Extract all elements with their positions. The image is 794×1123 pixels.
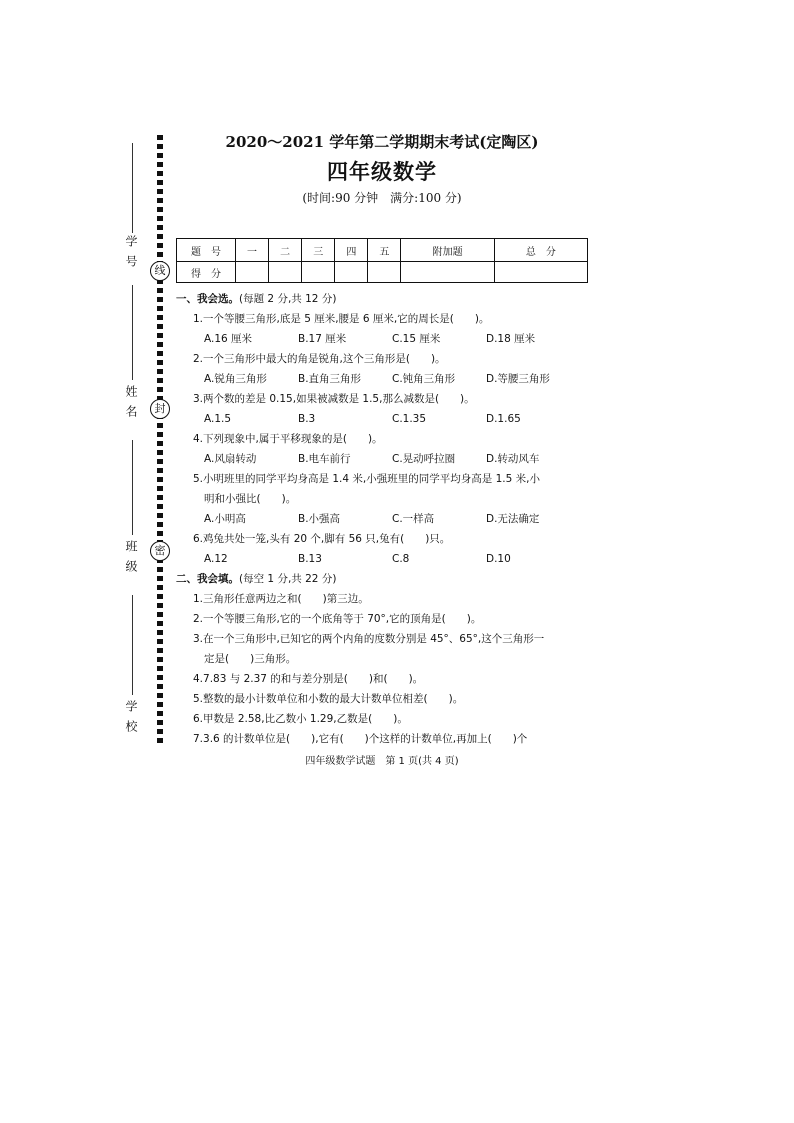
score-cell[interactable] — [494, 262, 587, 283]
option-2b[interactable]: B.直角三角形 — [298, 373, 362, 385]
option-3b[interactable]: B.3 — [298, 413, 316, 425]
score-cell[interactable] — [302, 262, 335, 283]
option-5d[interactable]: D.无法确定 — [486, 513, 540, 525]
page-footer: 四年级数学试题 第 1 页(共 4 页) — [305, 756, 459, 767]
field-line — [132, 595, 133, 695]
exam-title: 2020～2021 学年第二学期期末考试(定陶区) — [225, 133, 539, 151]
score-cell[interactable] — [236, 262, 269, 283]
score-row-label: 得 分 — [177, 262, 236, 283]
score-cell[interactable] — [368, 262, 401, 283]
option-6a[interactable]: A.12 — [204, 553, 228, 565]
option-6d[interactable]: D.10 — [486, 553, 511, 565]
score-table-header-row — [177, 239, 588, 262]
exam-subject: 四年级数学 — [327, 159, 437, 184]
score-header-cell: 一 — [236, 239, 269, 262]
score-table — [176, 238, 588, 283]
exam-info: (时间:90 分钟 满分:100 分) — [302, 191, 462, 205]
field-label-school: 学校 — [124, 700, 138, 740]
option-1c[interactable]: C.15 厘米 — [392, 333, 441, 345]
score-header-cell: 四 — [335, 239, 368, 262]
binding-char-seal: 封 — [150, 399, 170, 419]
option-3a[interactable]: A.1.5 — [204, 413, 232, 425]
binding-char-secret: 密 — [150, 541, 170, 561]
field-line — [132, 440, 133, 535]
fill-item-3: 3.在一个三角形中,已知它的两个内角的度数分别是 45°、65°,这个三角形一 — [193, 633, 545, 645]
fill-item-5: 5.整数的最小计数单位和小数的最大计数单位相差( )。 — [193, 693, 464, 705]
binding-margin — [112, 135, 172, 747]
field-label-student-id: 学号 — [124, 235, 138, 275]
field-line — [132, 143, 133, 233]
option-4b[interactable]: B.电车前行 — [298, 453, 351, 465]
section2-note: (每空 1 分,共 22 分) — [239, 573, 337, 585]
option-1d[interactable]: D.18 厘米 — [486, 333, 536, 345]
option-5b[interactable]: B.小强高 — [298, 513, 341, 525]
score-header-cell: 二 — [269, 239, 302, 262]
fill-item-3-continued: 定是( )三角形。 — [204, 653, 297, 665]
option-4a[interactable]: A.风扇转动 — [204, 453, 257, 465]
score-header-cell: 总 分 — [494, 239, 587, 262]
option-4d[interactable]: D.转动风车 — [486, 453, 540, 465]
section1-title: 一、我会选。 — [176, 293, 239, 305]
option-2a[interactable]: A.锐角三角形 — [204, 373, 267, 385]
option-3c[interactable]: C.1.35 — [392, 413, 427, 425]
score-header-cell: 附加题 — [401, 239, 494, 262]
question-5-continued: 明和小强比( )。 — [204, 493, 297, 505]
score-header-cell: 五 — [368, 239, 401, 262]
option-4c[interactable]: C.晃动呼拉圈 — [392, 453, 456, 465]
question-5: 5.小明班里的同学平均身高是 1.4 米,小强班里的同学平均身高是 1.5 米,小 — [193, 473, 540, 485]
option-1a[interactable]: A.16 厘米 — [204, 333, 253, 345]
score-cell[interactable] — [401, 262, 494, 283]
section2-title: 二、我会填。 — [176, 573, 239, 585]
score-header-cell: 三 — [302, 239, 335, 262]
binding-dashed-line — [157, 135, 163, 747]
option-3d[interactable]: D.1.65 — [486, 413, 521, 425]
field-label-name: 姓名 — [124, 385, 138, 425]
section2-heading — [176, 572, 336, 586]
option-1b[interactable]: B.17 厘米 — [298, 333, 347, 345]
question-4: 4.下列现象中,属于平移现象的是( )。 — [193, 433, 383, 445]
option-6b[interactable]: B.13 — [298, 553, 322, 565]
question-6: 6.鸡兔共处一笼,头有 20 个,脚有 56 只,兔有( )只。 — [193, 533, 451, 545]
field-line — [132, 285, 133, 380]
fill-item-7: 7.3.6 的计数单位是( ),它有( )个这样的计数单位,再加上( )个 — [193, 733, 528, 745]
option-6c[interactable]: C.8 — [392, 553, 410, 565]
section1-heading — [176, 292, 336, 306]
score-table-score-row — [177, 262, 588, 283]
score-cell[interactable] — [335, 262, 368, 283]
fill-item-4: 4.7.83 与 2.37 的和与差分别是( )和( )。 — [193, 673, 424, 685]
question-1: 1.一个等腰三角形,底是 5 厘米,腰是 6 厘米,它的周长是( )。 — [193, 313, 490, 325]
option-2d[interactable]: D.等腰三角形 — [486, 373, 550, 385]
question-2: 2.一个三角形中最大的角是锐角,这个三角形是( )。 — [193, 353, 446, 365]
question-3: 3.两个数的差是 0.15,如果被减数是 1.5,那么减数是( )。 — [193, 393, 475, 405]
fill-item-1: 1.三角形任意两边之和( )第三边。 — [193, 593, 369, 605]
fill-item-6: 6.甲数是 2.58,比乙数小 1.29,乙数是( )。 — [193, 713, 408, 725]
option-5c[interactable]: C.一样高 — [392, 513, 435, 525]
score-cell[interactable] — [269, 262, 302, 283]
section1-note: (每题 2 分,共 12 分) — [239, 293, 337, 305]
option-2c[interactable]: C.钝角三角形 — [392, 373, 456, 385]
score-header-cell: 题 号 — [177, 239, 236, 262]
field-label-class: 班级 — [124, 540, 138, 580]
binding-char-line: 线 — [150, 261, 170, 281]
option-5a[interactable]: A.小明高 — [204, 513, 246, 525]
fill-item-2: 2.一个等腰三角形,它的一个底角等于 70°,它的顶角是( )。 — [193, 613, 482, 625]
